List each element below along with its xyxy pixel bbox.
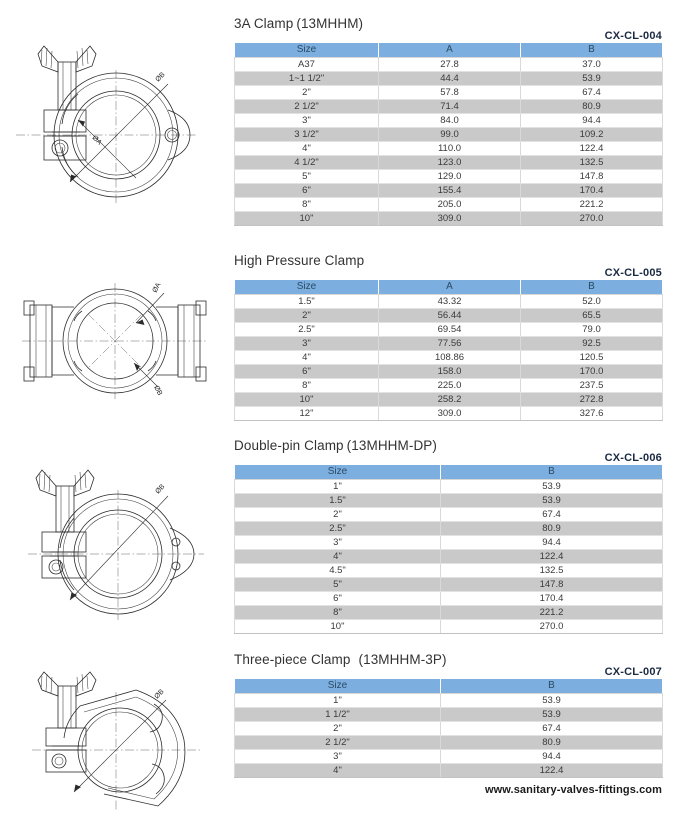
cell-size: 10" [235,212,379,226]
cell-size: 2 1/2" [235,100,379,114]
section-title: Three-piece Clamp (13MHHM-3P) [234,652,447,667]
cell-value: 69.54 [379,323,521,337]
cell-value: 108.86 [379,351,521,365]
product-code: CX-CL-004 [604,30,662,42]
three-piece-clamp-table-block [234,652,662,778]
cell-value: 80.9 [441,736,663,750]
cell-size: 4" [235,351,379,365]
cell-value: 258.2 [379,393,521,407]
cell-value: 129.0 [379,170,521,184]
cell-size: 8" [235,606,441,620]
cell-value: 170.4 [441,592,663,606]
table-row [235,620,663,634]
cell-value: 80.9 [521,100,663,114]
table-row [235,379,663,393]
high-pressure-clamp-table [234,279,663,421]
cell-value: 147.8 [441,578,663,592]
three-piece-clamp-table [234,678,663,778]
cell-value: 309.0 [379,212,521,226]
dim-label-b: ØB [154,71,167,84]
cell-value: 99.0 [379,128,521,142]
cell-value: 27.8 [379,58,521,72]
cell-value: 94.4 [441,750,663,764]
table-row [235,58,663,72]
table-row [235,750,663,764]
table-row [235,72,663,86]
cell-value: 80.9 [441,522,663,536]
cell-size: 2" [235,508,441,522]
table-row [235,522,663,536]
high-pressure-clamp-svg [8,271,222,411]
table-row [235,708,663,722]
cell-size: 12" [235,407,379,421]
table-row [235,606,663,620]
cell-size: 8" [235,198,379,212]
table-body [235,58,663,226]
cell-value: 94.4 [441,536,663,550]
col-header-size: Size [235,679,441,694]
3a-clamp-drawing [8,32,226,222]
dim-label-b: ØB [154,483,167,496]
cell-value: 170.0 [521,365,663,379]
cell-value: 57.8 [379,86,521,100]
cell-value: 37.0 [521,58,663,72]
footer-website-url: www.sanitary-valves-fittings.com [484,784,662,796]
cell-size: 4 1/2" [235,156,379,170]
table-row [235,764,663,778]
table-row [235,309,663,323]
cell-value: 123.0 [379,156,521,170]
table-row [235,114,663,128]
table-row [235,100,663,114]
cell-value: 122.4 [441,764,663,778]
table-row [235,736,663,750]
table-row [235,323,663,337]
cell-value: 122.4 [521,142,663,156]
three-piece-clamp-heading [234,652,662,678]
table-header-row [235,280,663,295]
cell-value: 67.4 [521,86,663,100]
table-row [235,578,663,592]
table-body [235,480,663,634]
3a-clamp-heading [234,16,662,42]
cell-size: 2" [235,309,379,323]
table-body [235,694,663,778]
product-code: CX-CL-006 [604,452,662,464]
table-header-row [235,465,663,480]
col-header-b: B [441,465,663,480]
high-pressure-clamp-heading [234,253,662,279]
cell-value: 272.8 [521,393,663,407]
cell-size: 10" [235,393,379,407]
double-pin-clamp-table-block [234,438,662,634]
3a-clamp-table-block [234,16,662,226]
double-pin-clamp-drawing [8,460,226,635]
cell-value: 158.0 [379,365,521,379]
cell-value: 270.0 [521,212,663,226]
cell-value: 56.44 [379,309,521,323]
cell-value: 67.4 [441,508,663,522]
cell-size: 2 1/2" [235,736,441,750]
cell-value: 53.9 [441,708,663,722]
cell-size: 10" [235,620,441,634]
cell-size: 3 1/2" [235,128,379,142]
cell-size: 4" [235,142,379,156]
3a-clamp-table [234,42,663,226]
three-piece-clamp-svg [8,666,222,816]
col-header-size: Size [235,280,379,295]
cell-size: 4.5" [235,564,441,578]
3a-clamp-svg [8,32,222,222]
cell-value: 221.2 [441,606,663,620]
cell-size: 4" [235,764,441,778]
cell-size: 8" [235,379,379,393]
table-body [235,295,663,421]
cell-size: 1~1 1/2" [235,72,379,86]
cell-value: 65.5 [521,309,663,323]
cell-value: 155.4 [379,184,521,198]
col-header-a: A [379,280,521,295]
table-row [235,128,663,142]
cell-size: 5" [235,578,441,592]
table-header-row [235,43,663,58]
cell-size: 3" [235,337,379,351]
cell-size: A37 [235,58,379,72]
cell-size: 1.5" [235,295,379,309]
table-header-row [235,679,663,694]
cell-value: 53.9 [441,694,663,708]
product-code: CX-CL-005 [604,267,662,279]
table-row [235,536,663,550]
cell-size: 6" [235,592,441,606]
cell-value: 110.0 [379,142,521,156]
col-header-b: B [441,679,663,694]
table-row [235,142,663,156]
section-title: Double-pin Clamp (13MHHM-DP) [234,438,438,453]
high-pressure-clamp-drawing [8,271,226,411]
cell-value: 327.6 [521,407,663,421]
cell-value: 67.4 [441,722,663,736]
cell-size: 2.5" [235,323,379,337]
cell-size: 5" [235,170,379,184]
cell-value: 94.4 [521,114,663,128]
cell-size: 1" [235,480,441,494]
cell-size: 1.5" [235,494,441,508]
cell-size: 3" [235,750,441,764]
cell-value: 221.2 [521,198,663,212]
table-row [235,170,663,184]
cell-value: 205.0 [379,198,521,212]
cell-value: 77.56 [379,337,521,351]
table-row [235,722,663,736]
table-row [235,156,663,170]
section-title: High Pressure Clamp [234,253,365,268]
table-row [235,592,663,606]
product-code: CX-CL-007 [604,666,662,678]
table-row [235,184,663,198]
table-row [235,212,663,226]
cell-value: 170.4 [521,184,663,198]
dim-label-b: ØB [152,384,164,397]
table-row [235,337,663,351]
double-pin-clamp-table [234,464,663,634]
cell-value: 132.5 [521,156,663,170]
cell-value: 44.4 [379,72,521,86]
cell-value: 52.0 [521,295,663,309]
table-row [235,393,663,407]
cell-value: 79.0 [521,323,663,337]
cell-size: 3" [235,536,441,550]
table-row [235,365,663,379]
col-header-b: B [521,280,663,295]
section-title: 3A Clamp (13MHHM) [234,16,364,31]
cell-value: 84.0 [379,114,521,128]
cell-size: 4" [235,550,441,564]
cell-size: 1 1/2" [235,708,441,722]
three-piece-clamp-drawing [8,666,226,816]
col-header-b: B [521,43,663,58]
cell-value: 43.32 [379,295,521,309]
table-row [235,494,663,508]
cell-value: 71.4 [379,100,521,114]
col-header-size: Size [235,43,379,58]
table-row [235,480,663,494]
cell-value: 122.4 [441,550,663,564]
cell-size: 2.5" [235,522,441,536]
cell-size: 1" [235,694,441,708]
dim-label-b: ØB [153,688,166,701]
cell-value: 92.5 [521,337,663,351]
double-pin-clamp-heading [234,438,662,464]
dim-label-a: ØA [151,281,163,294]
cell-size: 6" [235,365,379,379]
cell-value: 147.8 [521,170,663,184]
cell-value: 53.9 [521,72,663,86]
cell-size: 2" [235,86,379,100]
cell-value: 225.0 [379,379,521,393]
high-pressure-clamp-table-block [234,253,662,421]
table-row [235,351,663,365]
cell-size: 6" [235,184,379,198]
cell-value: 109.2 [521,128,663,142]
cell-size: 2" [235,722,441,736]
table-row [235,86,663,100]
dim-label-a: ØA [90,134,103,147]
table-row [235,564,663,578]
cell-value: 53.9 [441,494,663,508]
table-row [235,295,663,309]
table-row [235,550,663,564]
cell-value: 237.5 [521,379,663,393]
col-header-size: Size [235,465,441,480]
cell-value: 132.5 [441,564,663,578]
table-row [235,508,663,522]
table-row [235,198,663,212]
table-row [235,407,663,421]
col-header-a: A [379,43,521,58]
cell-value: 120.5 [521,351,663,365]
double-pin-clamp-svg [8,460,222,635]
cell-value: 309.0 [379,407,521,421]
cell-size: 3" [235,114,379,128]
cell-value: 53.9 [441,480,663,494]
table-row [235,694,663,708]
cell-value: 270.0 [441,620,663,634]
